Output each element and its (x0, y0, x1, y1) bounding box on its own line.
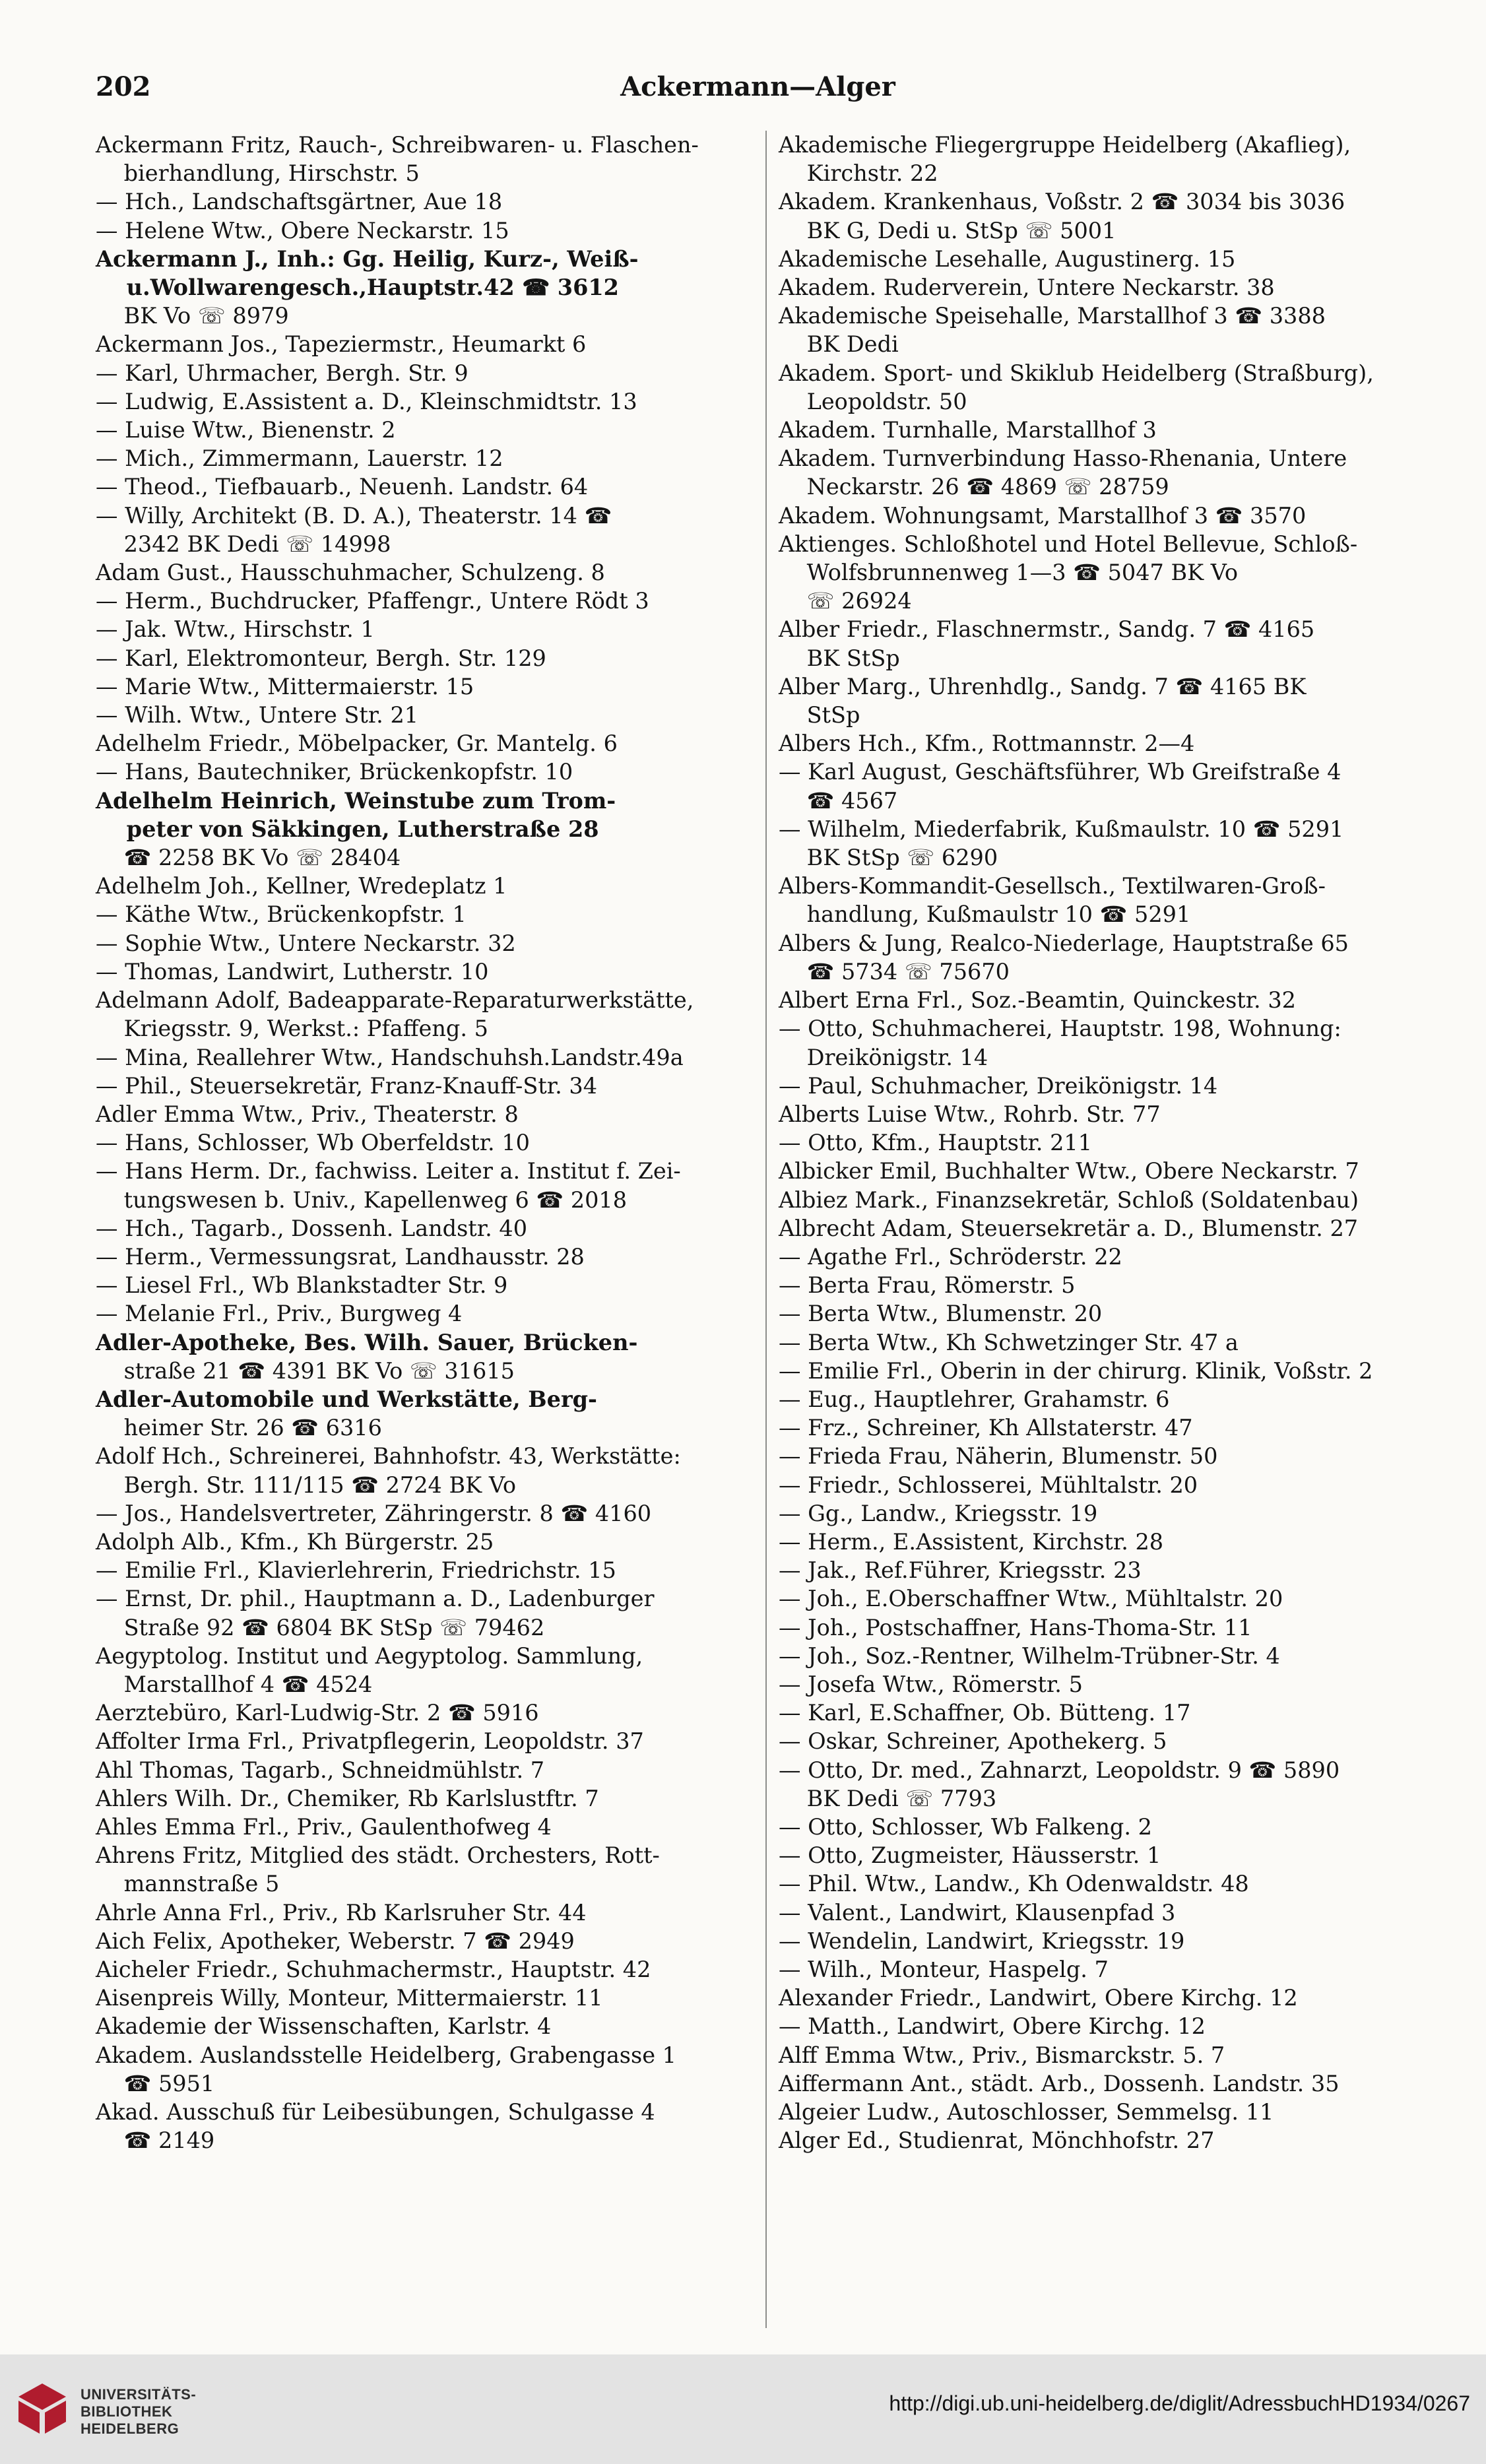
directory-entry-line: — Willy, Architekt (B. D. A.), Theaterstr. 14 ☎ (96, 502, 612, 529)
directory-entry-line: — Karl, E.Schaffner, Ob. Bütteng. 17 (779, 1700, 1191, 1726)
directory-entry-line: Aisenpreis Willy, Monteur, Mittermaierstr. 11 (96, 1985, 603, 2011)
directory-entry-line: Dreikönigstr. 14 (779, 1044, 988, 1070)
directory-entry-line: Adelmann Adolf, Badeapparate-Reparaturwerkstätte, (96, 987, 694, 1014)
directory-entry-line: — Frz., Schreiner, Kh Allstaterstr. 47 (779, 1415, 1193, 1441)
directory-entry-line: — Joh., E.Oberschaffner Wtw., Mühltalstr. 20 (779, 1586, 1283, 1612)
page-number: 202 (96, 71, 151, 102)
directory-entry-line: Albert Erna Frl., Soz.-Beamtin, Quinckestr. 32 (779, 987, 1296, 1014)
directory-entry-line: Alber Friedr., Flaschnermstr., Sandg. 7 ☎ 4165 (779, 616, 1315, 643)
directory-entry-line: — Joh., Postschaffner, Hans-Thoma-Str. 11 (779, 1614, 1252, 1640)
directory-entry-line: — Jak. Wtw., Hirschstr. 1 (96, 616, 375, 643)
directory-entry-line: — Berta Wtw., Blumenstr. 20 (779, 1301, 1103, 1327)
directory-entry-line: BK Dedi (779, 331, 899, 358)
directory-entry-line: — Joh., Soz.-Rentner, Wilhelm-Trübner-Str. 4 (779, 1642, 1280, 1669)
left-column (96, 131, 756, 2155)
directory-entry-line: u.Wollwarengesch.,Hauptstr.42 ☎ 3612 (96, 275, 619, 301)
directory-entry-line: Albiez Mark., Finanzsekretär, Schloß (Soldatenbau) (779, 1186, 1359, 1213)
directory-entry-line: — Käthe Wtw., Brückenkopfstr. 1 (96, 901, 467, 928)
directory-entry-line: Bergh. Str. 111/115 ☎ 2724 BK Vo (96, 1472, 517, 1498)
directory-entry-line: BK Dedi ☏ 7793 (779, 1785, 997, 1811)
directory-entry-line: — Melanie Frl., Priv., Burgweg 4 (96, 1301, 463, 1327)
directory-entry-line: — Josefa Wtw., Römerstr. 5 (779, 1671, 1083, 1697)
directory-entry-line: ☎ 2149 (96, 2127, 215, 2154)
directory-entry-line: Ackermann J., Inh.: Gg. Heilig, Kurz-, Weiß- (96, 245, 639, 272)
directory-entry-line: Akadem. Krankenhaus, Voßstr. 2 ☎ 3034 bis 3036 (779, 189, 1345, 215)
directory-entry-line: — Hans Herm. Dr., fachwiss. Leiter a. Institut f. Zei- (96, 1158, 681, 1184)
directory-entry-line: — Luise Wtw., Bienenstr. 2 (96, 417, 396, 443)
directory-entry-line: Ackermann Jos., Tapeziermstr., Heumarkt 6 (96, 331, 587, 358)
directory-entry-line: Alger Ed., Studienrat, Mönchhofstr. 27 (779, 2127, 1215, 2154)
directory-entry-line: Adler-Automobile und Werkstätte, Berg- (96, 1386, 597, 1412)
directory-entry-line: Marstallhof 4 ☎ 4524 (96, 1671, 373, 1697)
directory-entry-line: Akad. Ausschuß für Leibesübungen, Schulgasse 4 (96, 2099, 655, 2125)
directory-entry-line: — Marie Wtw., Mittermaierstr. 15 (96, 673, 474, 699)
column-divider (765, 131, 767, 2328)
directory-entry-line: 2342 BK Dedi ☏ 14998 (96, 531, 391, 557)
directory-entry-line: ☎ 5734 ☏ 75670 (779, 958, 1010, 985)
directory-entry-line: BK StSp (779, 645, 900, 671)
directory-entry-line: — Liesel Frl., Wb Blankstadter Str. 9 (96, 1272, 508, 1299)
directory-entry-line: — Karl August, Geschäftsführer, Wb Greifstraße 4 (779, 759, 1341, 785)
directory-entry-line: Adam Gust., Hausschuhmacher, Schulzeng. 8 (96, 560, 605, 586)
directory-entry-line: Akademie der Wissenschaften, Karlstr. 4 (96, 2013, 552, 2040)
directory-entry-line: Ahrle Anna Frl., Priv., Rb Karlsruher Str. 44 (96, 1899, 587, 1926)
directory-entry-line: — Berta Frau, Römerstr. 5 (779, 1272, 1076, 1299)
directory-entry-line: Algeier Ludw., Autoschlosser, Semmelsg. 11 (779, 2099, 1274, 2125)
directory-entry-line: — Jak., Ref.Führer, Kriegsstr. 23 (779, 1557, 1142, 1584)
directory-entry-line: ☎ 4567 (779, 787, 898, 814)
page-title: Ackermann—Alger (620, 71, 895, 102)
directory-entry-line: — Eug., Hauptlehrer, Grahamstr. 6 (779, 1386, 1170, 1412)
directory-entry-line: Adler-Apotheke, Bes. Wilh. Sauer, Brücken- (96, 1329, 638, 1355)
directory-entry-line: — Paul, Schuhmacher, Dreikönigstr. 14 (779, 1072, 1218, 1099)
page-header (96, 71, 1420, 111)
directory-entry-line: — Matth., Landwirt, Obere Kirchg. 12 (779, 2013, 1206, 2040)
directory-entry-line: Adelhelm Joh., Kellner, Wredeplatz 1 (96, 873, 507, 899)
directory-entry-line: Albers-Kommandit-Gesellsch., Textilwaren-Groß- (779, 873, 1326, 899)
directory-entry-line: Kirchstr. 22 (779, 160, 938, 187)
library-name-line: BIBLIOTHEK (81, 2403, 173, 2420)
directory-entry-line: — Herm., Vermessungsrat, Landhausstr. 28 (96, 1243, 585, 1270)
directory-entry-line: — Hans, Schlosser, Wb Oberfeldstr. 10 (96, 1130, 530, 1156)
directory-entry-line: BK StSp ☏ 6290 (779, 845, 998, 871)
directory-entry-line: Wolfsbrunnenweg 1—3 ☎ 5047 BK Vo (779, 560, 1239, 586)
directory-entry-line: — Mich., Zimmermann, Lauerstr. 12 (96, 445, 503, 472)
directory-entry-line: Akadem. Turnverbindung Hasso-Rhenania, Untere (779, 445, 1347, 472)
directory-entry-line: tungswesen b. Univ., Kapellenweg 6 ☎ 2018 (96, 1186, 628, 1213)
directory-entry-line: bierhandlung, Hirschstr. 5 (96, 160, 420, 187)
directory-entry-line: Adler Emma Wtw., Priv., Theaterstr. 8 (96, 1101, 519, 1127)
directory-entry-line: — Ludwig, E.Assistent a. D., Kleinschmidtstr. 13 (96, 388, 637, 414)
directory-entry-line: — Otto, Zugmeister, Häusserstr. 1 (779, 1842, 1161, 1869)
directory-entry-line: Affolter Irma Frl., Privatpflegerin, Leopoldstr. 37 (96, 1728, 644, 1755)
directory-entry-line: Akadem. Auslandsstelle Heidelberg, Grabengasse 1 (96, 2042, 676, 2068)
directory-entry-line: Akadem. Sport- und Skiklub Heidelberg (Straßburg), (779, 360, 1374, 386)
directory-entry-line: Albers Hch., Kfm., Rottmannstr. 2—4 (779, 730, 1195, 757)
directory-entry-line: — Valent., Landwirt, Klausenpfad 3 (779, 1899, 1176, 1926)
directory-entry-line: straße 21 ☎ 4391 BK Vo ☏ 31615 (96, 1357, 515, 1384)
directory-entry-line: Ahrens Fritz, Mitglied des städt. Orchesters, Rott- (96, 1842, 660, 1869)
directory-entry-line: — Mina, Reallehrer Wtw., Handschuhsh.Landstr.49a (96, 1044, 684, 1070)
directory-entry-line: — Otto, Schuhmacherei, Hauptstr. 198, Wohnung: (779, 1016, 1341, 1042)
library-name-line: HEIDELBERG (81, 2420, 179, 2437)
directory-entry-line: Adolph Alb., Kfm., Kh Bürgerstr. 25 (96, 1528, 494, 1555)
directory-entry-line: BK Vo ☏ 8979 (96, 303, 289, 329)
directory-entry-line: Alberts Luise Wtw., Rohrb. Str. 77 (779, 1101, 1161, 1127)
directory-entry-line: — Wendelin, Landwirt, Kriegsstr. 19 (779, 1928, 1185, 1954)
directory-entry-line: — Wilhelm, Miederfabrik, Kußmaulstr. 10 ☎ 5291 (779, 816, 1344, 842)
directory-entry-line: Alexander Friedr., Landwirt, Obere Kirchg. 12 (779, 1985, 1298, 2011)
directory-entry-line: Aich Felix, Apotheker, Weberstr. 7 ☎ 2949 (96, 1928, 575, 1954)
directory-entry-line: — Helene Wtw., Obere Neckarstr. 15 (96, 217, 509, 243)
directory-entry-line: — Herm., Buchdrucker, Pfaffengr., Untere Rödt 3 (96, 588, 649, 614)
directory-entry-line: — Herm., E.Assistent, Kirchstr. 28 (779, 1528, 1164, 1555)
directory-entry-line: peter von Säkkingen, Lutherstraße 28 (96, 816, 599, 842)
directory-entry-line: — Sophie Wtw., Untere Neckarstr. 32 (96, 930, 516, 956)
directory-entry-line: — Friedr., Schlosserei, Mühltalstr. 20 (779, 1472, 1198, 1498)
library-name-line: UNIVERSITÄTS- (81, 2386, 197, 2403)
directory-entry-line: — Hans, Bautechniker, Brückenkopfstr. 10 (96, 759, 573, 785)
directory-entry-line: Akadem. Wohnungsamt, Marstallhof 3 ☎ 3570 (779, 502, 1307, 529)
directory-entry-line: BK G, Dedi u. StSp ☏ 5001 (779, 217, 1116, 243)
directory-entry-line: — Emilie Frl., Oberin in der chirurg. Klinik, Voßstr. 2 (779, 1357, 1373, 1384)
directory-entry-line: Albicker Emil, Buchhalter Wtw., Obere Neckarstr. 7 (779, 1158, 1359, 1184)
directory-entry-line: Alber Marg., Uhrenhdlg., Sandg. 7 ☎ 4165 BK (779, 673, 1307, 699)
library-name (81, 2386, 196, 2438)
directory-entry-line: — Otto, Dr. med., Zahnarzt, Leopoldstr. 9 ☎ 5890 (779, 1757, 1340, 1783)
directory-entry-line: — Ernst, Dr. phil., Hauptmann a. D., Ladenburger (96, 1586, 655, 1612)
directory-entry-line: Straße 92 ☎ 6804 BK StSp ☏ 79462 (96, 1614, 545, 1640)
directory-entry-line: Kriegsstr. 9, Werkst.: Pfaffeng. 5 (96, 1016, 488, 1042)
directory-entry-line: Aegyptolog. Institut und Aegyptolog. Sammlung, (96, 1642, 643, 1669)
directory-entry-line: Adelhelm Friedr., Möbelpacker, Gr. Mantelg. 6 (96, 730, 618, 757)
directory-entry-line: Ahlers Wilh. Dr., Chemiker, Rb Karlslustftr. 7 (96, 1785, 599, 1811)
directory-entry-line: — Hch., Tagarb., Dossenh. Landstr. 40 (96, 1215, 528, 1241)
directory-entry-line: Akadem. Turnhalle, Marstallhof 3 (779, 417, 1157, 443)
directory-entry-line: ☏ 26924 (779, 588, 912, 614)
document-url-link[interactable]: http://digi.ub.uni-heidelberg.de/diglit/AdressbuchHD1934/0267 (889, 2391, 1470, 2415)
ub-heidelberg-logo-icon (15, 2381, 70, 2436)
directory-entry-line: — Agathe Frl., Schröderstr. 22 (779, 1243, 1122, 1270)
right-column (779, 131, 1445, 2155)
directory-entry-line: Ahl Thomas, Tagarb., Schneidmühlstr. 7 (96, 1757, 545, 1783)
directory-entry-line: — Gg., Landw., Kriegsstr. 19 (779, 1500, 1098, 1526)
directory-entry-line: Alff Emma Wtw., Priv., Bismarckstr. 5. 7 (779, 2042, 1225, 2068)
directory-entry-line: Ahles Emma Frl., Priv., Gaulenthofweg 4 (96, 1813, 552, 1840)
directory-entry-line: — Phil., Steuersekretär, Franz-Knauff-Str. 34 (96, 1072, 598, 1099)
directory-entry-line: Akademische Fliegergruppe Heidelberg (Akaflieg), (779, 132, 1351, 158)
directory-entry-line: mannstraße 5 (96, 1871, 280, 1897)
directory-entry-line: — Oskar, Schreiner, Apothekerg. 5 (779, 1728, 1167, 1755)
directory-entry-line: handlung, Kußmaulstr 10 ☎ 5291 (779, 901, 1191, 928)
directory-entry-line: Leopoldstr. 50 (779, 388, 967, 414)
directory-entry-line: ☎ 2258 BK Vo ☏ 28404 (96, 845, 401, 871)
directory-entry-line: Adolf Hch., Schreinerei, Bahnhofstr. 43, Werkstätte: (96, 1443, 681, 1470)
directory-entry-line: ☎ 5951 (96, 2070, 215, 2096)
directory-entry-line: Aiffermann Ant., städt. Arb., Dossenh. Landstr. 35 (779, 2070, 1340, 2096)
directory-entry-line: — Otto, Kfm., Hauptstr. 211 (779, 1130, 1093, 1156)
directory-entry-line: — Wilh. Wtw., Untere Str. 21 (96, 702, 419, 729)
directory-entry-line: Akadem. Ruderverein, Untere Neckarstr. 38 (779, 275, 1275, 301)
directory-entry-line: — Otto, Schlosser, Wb Falkeng. 2 (779, 1813, 1152, 1840)
directory-entry-line: — Berta Wtw., Kh Schwetzinger Str. 47 a (779, 1329, 1239, 1355)
directory-entry-line: Aerztebüro, Karl-Ludwig-Str. 2 ☎ 5916 (96, 1700, 539, 1726)
directory-entry-line: Albers & Jung, Realco-Niederlage, Hauptstraße 65 (779, 930, 1349, 956)
directory-entry-line: Akademische Speisehalle, Marstallhof 3 ☎ 3388 (779, 303, 1326, 329)
directory-entry-line: — Thomas, Landwirt, Lutherstr. 10 (96, 958, 489, 985)
directory-entry-line: — Frieda Frau, Näherin, Blumenstr. 50 (779, 1443, 1218, 1470)
directory-entry-line: — Jos., Handelsvertreter, Zähringerstr. 8 ☎ 4160 (96, 1500, 652, 1526)
directory-entry-line: Ackermann Fritz, Rauch-, Schreibwaren- u. Flaschen- (96, 132, 699, 158)
directory-entry-line: — Phil. Wtw., Landw., Kh Odenwaldstr. 48 (779, 1871, 1249, 1897)
directory-entry-line: StSp (779, 702, 860, 729)
directory-entry-line: — Hch., Landschaftsgärtner, Aue 18 (96, 189, 503, 215)
directory-entry-line: Aktienges. Schloßhotel und Hotel Bellevue, Schloß- (779, 531, 1358, 557)
directory-entry-line: Albrecht Adam, Steuersekretär a. D., Blumenstr. 27 (779, 1215, 1359, 1241)
viewer-footer (0, 2354, 1486, 2464)
directory-entry-line: heimer Str. 26 ☎ 6316 (96, 1415, 382, 1441)
directory-entry-line: Akademische Lesehalle, Augustinerg. 15 (779, 245, 1236, 272)
directory-entry-line: — Karl, Uhrmacher, Bergh. Str. 9 (96, 360, 468, 386)
directory-entry-line: Neckarstr. 26 ☎ 4869 ☏ 28759 (779, 474, 1169, 500)
directory-entry-line: — Emilie Frl., Klavierlehrerin, Friedrichstr. 15 (96, 1557, 616, 1584)
directory-entry-line: Adelhelm Heinrich, Weinstube zum Trom- (96, 787, 616, 814)
directory-entry-line: Aicheler Friedr., Schuhmachermstr., Hauptstr. 42 (96, 1957, 651, 1982)
directory-entry-line: — Theod., Tiefbauarb., Neuenh. Landstr. 64 (96, 474, 589, 500)
directory-entry-line: — Wilh., Monteur, Haspelg. 7 (779, 1957, 1109, 1982)
directory-entry-line: — Karl, Elektromonteur, Bergh. Str. 129 (96, 645, 546, 671)
